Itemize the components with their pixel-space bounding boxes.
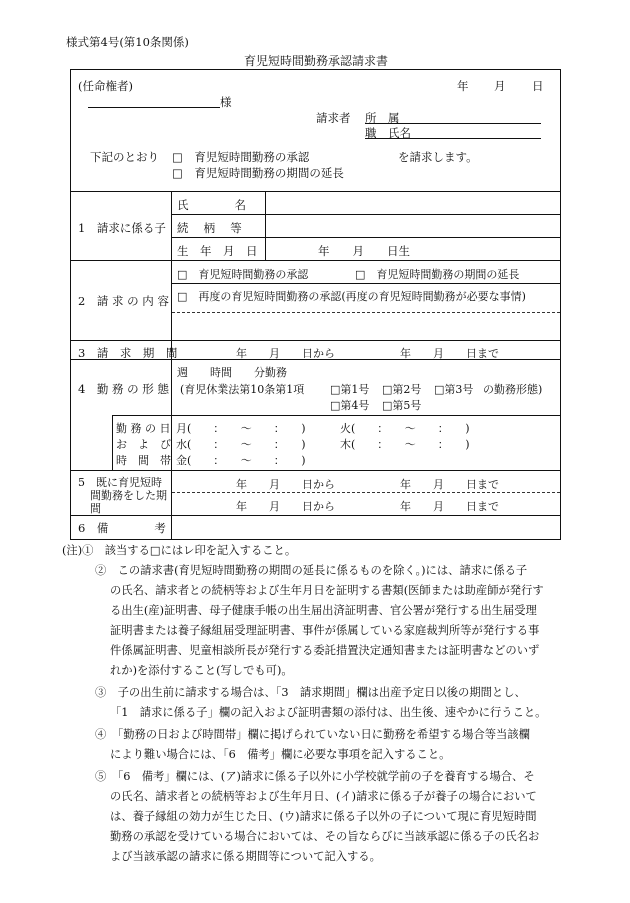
past-period-from-1: 年 月 日から — [236, 478, 335, 491]
schedule-wednesday: 水( ： 〜 ： ) — [176, 438, 306, 451]
affiliation-label: 所 属 — [365, 111, 400, 125]
position-name-line — [365, 138, 541, 139]
header-option-extension[interactable]: □ 育児短時間勤務の期間の延長 — [172, 166, 344, 180]
note-2-line-5: 件係属証明書、児童相談所長が発行する委託措置決定通知書または証明書などのいず — [110, 644, 540, 657]
appointer-name-line — [88, 107, 220, 108]
child-birth-value: 年 月 日生 — [318, 244, 410, 258]
note-4-line-1: ④ 「勤務の日および時間帯」欄に掲げられていない日に勤務を希望する場合等当該欄 — [95, 728, 530, 741]
date-day: 日 — [532, 79, 544, 93]
note-2-line-3: る出生(産)証明書、母子健康手帳の出生届出済証明書、官公署が発行する出生届受理 — [110, 604, 537, 617]
sama-suffix: 様 — [220, 95, 232, 109]
date-year: 年 — [457, 79, 469, 93]
position-name-label: 職 氏名 — [365, 126, 411, 140]
schedule-monday: 月( ： 〜 ： ) — [176, 422, 306, 435]
option-no5[interactable]: □第5号 — [382, 399, 422, 412]
note-5-line-3: は、養子縁組の効力が生じた日、(ウ)請求に係る子以外の子について現に育児短時間 — [110, 810, 537, 823]
note-5-line-1: ⑤ 「6 備考」欄には、(ア)請求に係る子以外に小学校就学前の子を養育する場合、そ — [95, 770, 535, 783]
past-period-to-2: 年 月 日まで — [400, 500, 499, 513]
note-2-line-1: ② この請求書(育児短時間勤務の期間の延長に係るものを除く。)には、請求に係る子 — [95, 564, 528, 577]
section1-label: 1 請求に係る子 — [78, 221, 166, 235]
child-name-label: 氏 名 — [177, 198, 246, 212]
period-to: 年 月 日まで — [400, 347, 499, 360]
note-1: (注)① 該当する□にはレ印を記入すること。 — [62, 544, 297, 557]
section2-label: 2 請 求 の 内 容 — [78, 294, 169, 308]
work-days-label-3: 時 間 帯 — [116, 454, 171, 467]
section5-label-1: 5 既に育児短時 — [78, 476, 162, 489]
note-3-line-1: ③ 子の出生前に請求する場合は、「3 請求期間」欄は出産予定日以後の期間とし、 — [95, 686, 526, 699]
requester-label: 請求者 — [316, 111, 351, 125]
note-2-line-6: れか)を添付すること(写しでも可)。 — [110, 664, 293, 677]
appointer-label: (任命権者) — [78, 79, 133, 93]
content-option-approval[interactable]: □ 育児短時間勤務の承認 — [177, 268, 309, 281]
period-from: 年 月 日から — [236, 347, 335, 360]
child-birth-label: 生 年 月 日 — [177, 244, 258, 258]
option-no2[interactable]: □第2号 — [382, 383, 422, 396]
date-month: 月 — [494, 79, 506, 93]
weekly-hours: 週 時間 分勤務 — [177, 366, 287, 379]
note-3-line-2: 「1 請求に係る子」欄の記入および証明書類の添付は、出生後、速やかに行うこと。 — [110, 706, 547, 719]
content-option-reapproval[interactable]: □ 再度の育児短時間勤務の承認(再度の育児短時間勤務が必要な事情) — [177, 290, 526, 303]
work-days-label-1: 勤 務 の 日 — [116, 422, 171, 435]
request-tail-text: を請求します。 — [398, 150, 478, 164]
note-4-line-2: により難い場合には、「6 備考」欄に必要な事項を記入すること。 — [110, 748, 451, 761]
option-no4[interactable]: □第4号 — [330, 399, 370, 412]
section5-label-3: 間 — [90, 502, 101, 515]
past-period-to-1: 年 月 日まで — [400, 478, 499, 491]
section3-label: 3 請 求 期 間 — [78, 346, 178, 360]
schedule-tuesday: 火( ： 〜 ： ) — [340, 422, 470, 435]
note-5-line-2: の氏名、請求者との続柄等および生年月日、(イ)請求に係る子が養子の場合において — [110, 790, 537, 803]
form-number: 様式第4号(第10条関係) — [66, 35, 189, 49]
work-form-tail: の勤務形態) — [483, 383, 543, 396]
note-5-line-5: よび当該承認の請求に係る期間等について記入する。 — [110, 850, 381, 863]
section4-label: 4 勤 務 の 形 態 — [78, 382, 169, 396]
note-2-line-4: 証明書または養子縁組届受理証明書、事件が係属している家庭裁判所等が発行する事 — [110, 624, 540, 637]
note-2-line-2: の氏名、請求者との続柄等および生年月日を証明する書類(医師または助産師が発行す — [110, 584, 544, 597]
past-period-from-2: 年 月 日から — [236, 500, 335, 513]
note-5-line-4: 勤務の承認を受けている場合においては、その旨ならびに当該承認に係る子の氏名お — [110, 830, 540, 843]
section6-label: 6 備 考 — [78, 521, 166, 535]
content-option-extension[interactable]: □ 育児短時間勤務の期間の延長 — [355, 268, 520, 281]
law-reference: (育児休業法第10条第1項 — [180, 383, 305, 396]
schedule-friday: 金( ： 〜 ： ) — [176, 454, 306, 467]
page-title: 育児短時間勤務承認請求書 — [244, 54, 389, 68]
intro-text: 下記のとおり — [90, 150, 159, 164]
option-no3[interactable]: □第3号 — [434, 383, 474, 396]
work-days-label-2: お よ び — [116, 438, 171, 451]
child-relation-label: 続 柄 等 — [177, 221, 242, 235]
header-option-approval[interactable]: □ 育児短時間勤務の承認 — [172, 150, 310, 164]
section5-label-2: 間勤務をした期 — [90, 489, 167, 502]
option-no1[interactable]: □第1号 — [330, 383, 370, 396]
schedule-thursday: 木( ： 〜 ： ) — [340, 438, 470, 451]
affiliation-line — [365, 123, 541, 124]
